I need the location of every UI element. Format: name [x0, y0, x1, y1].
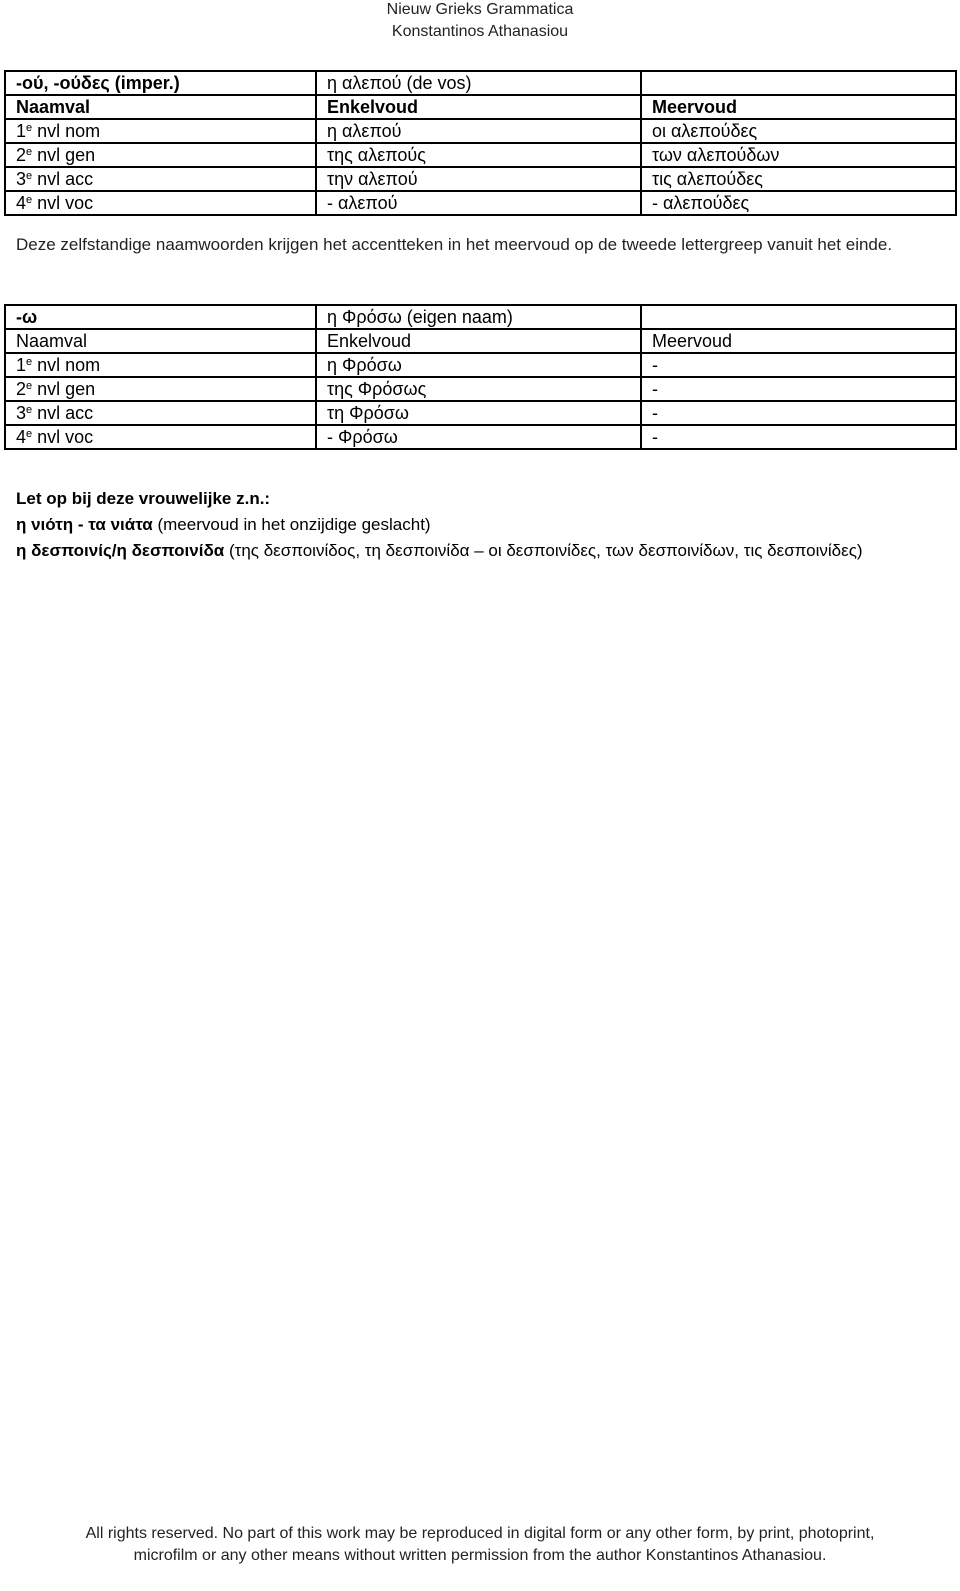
- copyright-line: All rights reserved. No part of this work may be reproduced in digital form or any other form, by print, photoprint,: [85, 1525, 875, 1542]
- ending-cell: -ού, -ούδες (imper.): [5, 71, 316, 95]
- plural-cell: των αλεπούδων: [641, 143, 956, 167]
- column-header-plural: Meervoud: [641, 329, 956, 353]
- plural-cell: -: [641, 377, 956, 401]
- singular-cell: - αλεπού: [316, 191, 641, 215]
- column-header-singular: Enkelvoud: [316, 329, 641, 353]
- plural-cell: -: [641, 425, 956, 449]
- table-row: [5, 353, 956, 377]
- table-row: [5, 425, 956, 449]
- declension-table-froso: [4, 304, 957, 450]
- column-header-singular: Enkelvoud: [316, 95, 641, 119]
- table-header-row: [5, 95, 956, 119]
- copyright-footer: [0, 1523, 960, 1567]
- table-header-row: [5, 329, 956, 353]
- singular-cell: τη Φρόσω: [316, 401, 641, 425]
- case-cell: 3e nvl acc: [5, 167, 316, 191]
- singular-cell: της Φρόσως: [316, 377, 641, 401]
- case-cell: 4e nvl voc: [5, 191, 316, 215]
- document-author: Konstantinos Athanasiou: [391, 23, 569, 40]
- case-cell: 2e nvl gen: [5, 377, 316, 401]
- singular-cell: - Φρόσω: [316, 425, 641, 449]
- document-title: Nieuw Grieks Grammatica: [386, 1, 574, 18]
- table-row: [5, 119, 956, 143]
- table-row: [5, 167, 956, 191]
- page-header: [0, 0, 960, 43]
- copyright-line: microfilm or any other means without written permission from the author Konstantinos Athanasiou.: [133, 1547, 827, 1564]
- column-header-case: Naamval: [5, 329, 316, 353]
- table-row: [5, 143, 956, 167]
- example-cell: η αλεπού (de vos): [316, 71, 641, 95]
- singular-cell: η αλεπού: [316, 119, 641, 143]
- declension-table-alepou: [4, 70, 957, 216]
- example-cell: η Φρόσω (eigen naam): [316, 305, 641, 329]
- column-header-plural: Meervoud: [641, 95, 956, 119]
- feminine-nouns-notes: [16, 486, 952, 564]
- case-cell: 3e nvl acc: [5, 401, 316, 425]
- singular-cell: της αλεπούς: [316, 143, 641, 167]
- ending-cell: -ω: [5, 305, 316, 329]
- note-item: η δεσποινίς/η δεσποινίδα (της δεσποινίδος, τη δεσποινίδα – οι δεσποινίδες, των δεσποινίδων, τις δεσποινίδες): [16, 541, 863, 560]
- plural-cell: τις αλεπούδες: [641, 167, 956, 191]
- accent-note: Deze zelfstandige naamwoorden krijgen het accentteken in het meervoud op de tweede lettergreep vanuit het einde.: [16, 235, 893, 254]
- singular-cell: την αλεπού: [316, 167, 641, 191]
- empty-cell: [641, 71, 956, 95]
- singular-cell: η Φρόσω: [316, 353, 641, 377]
- notes-heading: Let op bij deze vrouwelijke z.n.:: [16, 489, 271, 508]
- empty-cell: [641, 305, 956, 329]
- table-title-row: [5, 305, 956, 329]
- note-item: η νιότη - τα νιάτα (meervoud in het onzijdige geslacht): [16, 515, 431, 534]
- table-row: [5, 191, 956, 215]
- table-row: [5, 377, 956, 401]
- table-title-row: [5, 71, 956, 95]
- plural-cell: - αλεπούδες: [641, 191, 956, 215]
- case-cell: 4e nvl voc: [5, 425, 316, 449]
- column-header-case: Naamval: [5, 95, 316, 119]
- case-cell: 1e nvl nom: [5, 119, 316, 143]
- plural-cell: -: [641, 401, 956, 425]
- case-cell: 2e nvl gen: [5, 143, 316, 167]
- case-cell: 1e nvl nom: [5, 353, 316, 377]
- plural-cell: -: [641, 353, 956, 377]
- table-row: [5, 401, 956, 425]
- plural-cell: οι αλεπούδες: [641, 119, 956, 143]
